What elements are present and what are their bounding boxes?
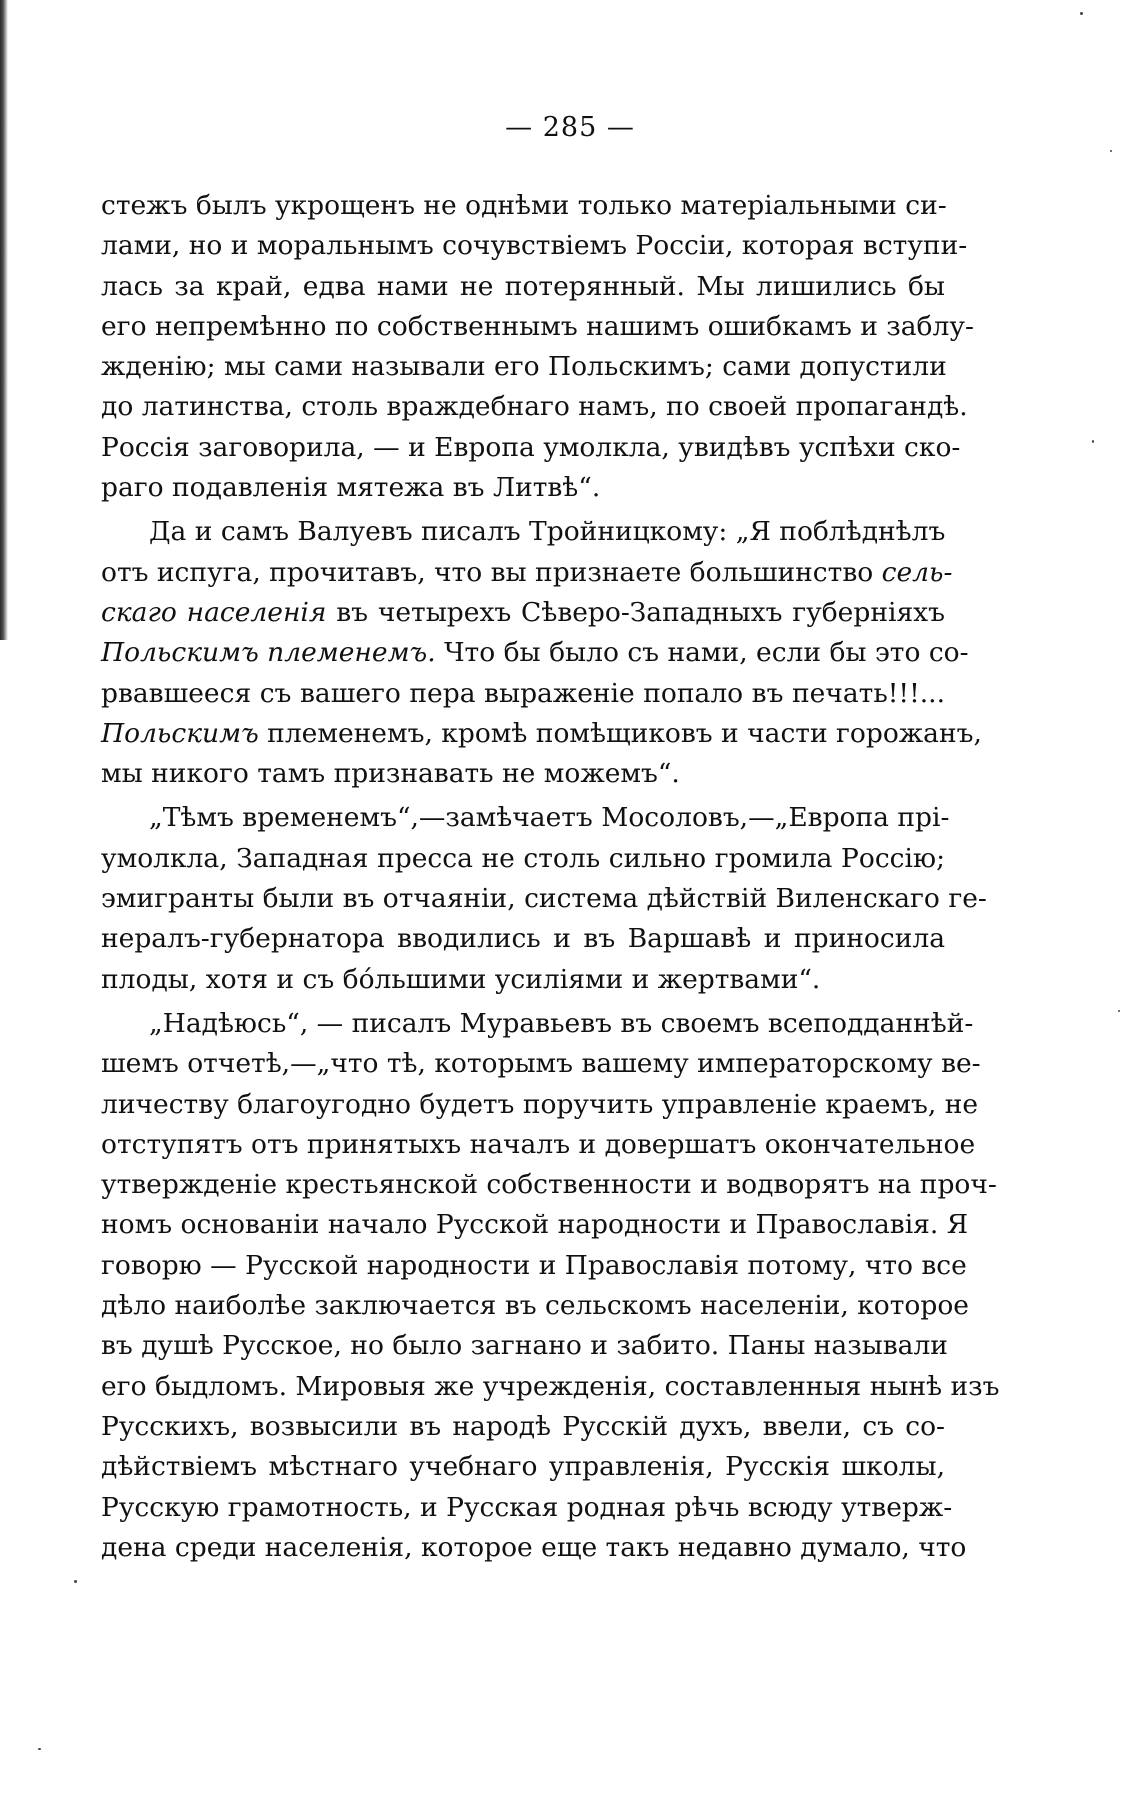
text-line: отступятъ отъ принятыхъ началъ и довершатъ окончательное [101,1128,976,1160]
text-line: до латинства, столь враждебнаго намъ, по своей пропагандѣ. [101,391,968,423]
text-line: скаго населенія въ четырехъ Сѣверо-Западныхъ губерніяхъ [101,596,945,628]
italic-text: скаго населенія [101,596,327,628]
text-line: Польскимъ племенемъ. Что бы было съ нами, если бы это со- [101,637,969,669]
text-line: отъ испуга, прочитавъ, что вы признаете большинство сель- [101,556,953,588]
text-line: въ душѣ Русское, но было загнано и забито. Паны называли [101,1330,948,1362]
italic-text: Польскимъ племенемъ. [101,637,436,669]
text-line: номъ основаніи начало Русской народности и Православія. Я [101,1209,969,1241]
text-line: рвавшееся съ вашего пера выраженіе попало въ печать!!!... [101,677,945,709]
italic-text: Польскимъ [101,717,259,749]
text-line: нералъ-губернатора вводились и въ Варшавѣ и приносила [101,923,945,955]
text-line: Да и самъ Валуевъ писалъ Тройницкому: „Я поблѣднѣлъ [149,516,946,548]
text-line: дѣйствіемъ мѣстнаго учебнаго управленія, Русскія школы, [101,1451,945,1483]
text-line: стежъ былъ укрощенъ не однѣми только матеріальными си- [101,190,947,221]
text-line: „Надѣюсь“, — писалъ Муравьевъ въ своемъ всеподданнѣй- [149,1007,974,1039]
text-line: Россія заговорила, — и Европа умолкла, увидѣвъ успѣхи ско- [101,431,961,463]
text-line: дѣло наиболѣе заключается въ сельскомъ населеніи, которое [101,1290,969,1322]
text-line: раго подавленія мятежа въ Литвѣ“. [101,472,601,504]
text-line: шемъ отчетѣ,—„что тѣ, которымъ вашему императорскому ве- [101,1048,981,1080]
scan-speck [1092,440,1094,443]
text-line: „Тѣмъ временемъ“,—замѣчаетъ Мосоловъ,—„Европа прі- [149,802,950,834]
page-body-text [101,186,1000,1568]
scan-border [0,0,8,640]
text-line: утвержденіе крестьянской собственности и водворятъ на проч- [101,1169,997,1201]
text-line: дена среди населенія, которое еще такъ недавно думало, что [101,1531,967,1563]
italic-text: сель- [881,556,953,588]
text-line: лась за край, едва нами не потерянный. Мы лишились бы [101,270,945,302]
scan-speck [1118,1010,1120,1012]
text-line: его непремѣнно по собственнымъ нашимъ ошибкамъ и заблу- [101,310,974,342]
text-line: его быдломъ. Мировыя же учрежденія, составленныя нынѣ изъ [101,1370,1000,1402]
text-line: мы никого тамъ признавать не можемъ“. [101,758,680,790]
text-line: жденію; мы сами называли его Польскимъ; сами допустили [101,351,947,383]
text-line: Русскую грамотность, и Русская родная рѣчь всюду утверж- [101,1491,953,1523]
text-line: говорю — Русской народности и Православія потому, что все [101,1249,967,1281]
scan-speck [1080,12,1083,15]
scan-speck [1110,150,1112,152]
text-line: Русскихъ, возвысили въ народѣ Русскій духъ, ввели, съ со- [101,1410,945,1442]
scan-speck [38,1748,41,1750]
page-number: — 285 — [505,112,635,143]
text-line: умолкла, Западная пресса не столь сильно громила Россію; [101,842,945,874]
text-line: лами, но и моральнымъ сочувствіемъ Россіи, которая вступи- [101,230,968,262]
text-line: личеству благоугодно будетъ поручить управленіе краемъ, не [101,1088,979,1120]
text-line: эмигранты были въ отчаяніи, система дѣйствій Виленскаго ге- [101,883,987,915]
scan-speck [74,1580,77,1583]
text-line: Польскимъ племенемъ, кромѣ помѣщиковъ и части горожанъ, [101,717,982,749]
text-line: плоды, хотя и съ бóльшими усиліями и жертвами“. [101,963,821,995]
